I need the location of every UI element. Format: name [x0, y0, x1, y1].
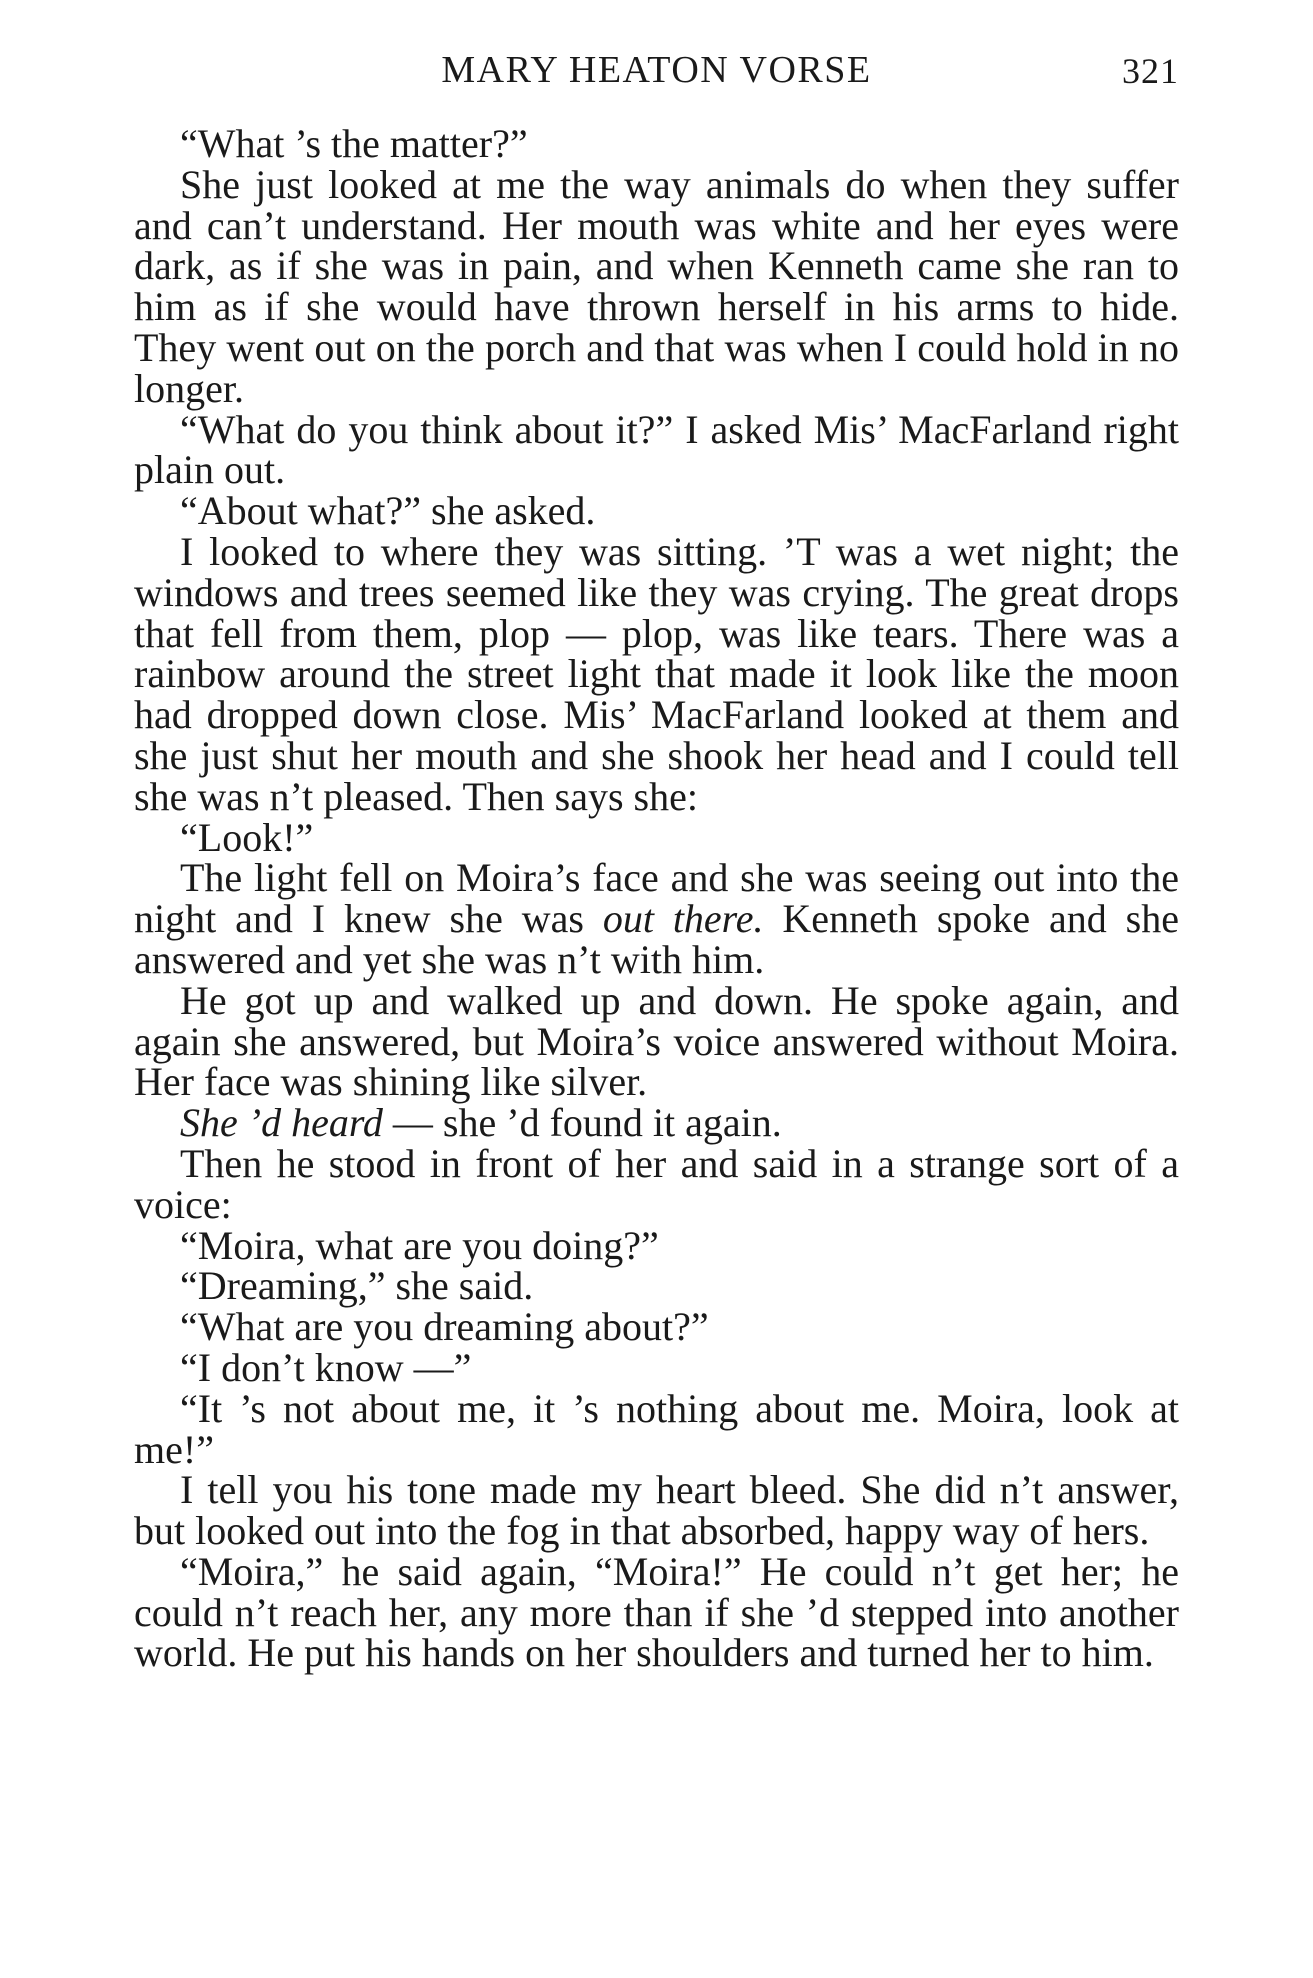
- paragraph: “What are you dreaming about?”: [180, 1304, 709, 1350]
- italic-emphasis: out there.: [602, 896, 764, 942]
- paragraph: I looked to where they was sitting. ’T was a wet night; the windows and trees seemed like they was crying. The great drops that fell from them, plop — plop, was like tears. There was a rainbow around the street light that made it look like the moon had dropped down close. Mis’ MacFarland looked at them and she just shut her mouth and she shook her head and I could tell she was n’t pleased. Then says she:: [134, 528, 1179, 819]
- italic-emphasis: She ’d heard: [180, 1100, 383, 1146]
- paragraph: “It ’s not about me, it ’s nothing about me. Moira, look at me!”: [134, 1385, 1179, 1472]
- running-title: MARY HEATON VORSE: [441, 49, 872, 91]
- paragraph-text: The light fell on Moira’s face and she was seeing out into the night and I knew she was: [134, 855, 1179, 942]
- paragraph: “What do you think about it?” I asked Mis’ MacFarland right plain out.: [134, 406, 1179, 493]
- book-page: [134, 48, 1179, 1674]
- paragraph: Then he stood in front of her and said in a strange sort of a voice:: [134, 1140, 1179, 1227]
- paragraph-text: — she ’d found it again.: [382, 1100, 782, 1146]
- paragraph: “Look!”: [180, 814, 314, 860]
- paragraph-text: Kenneth spoke and she answered and yet she was n’t with him.: [134, 896, 1179, 982]
- body-text: [134, 121, 1179, 1676]
- paragraph: “Moira,” he said again, “Moira!” He could n’t get her; he could n’t reach her, any more than if she ’d stepped into another world. He put his hands on her shoulders and turned her to him.: [134, 1548, 1179, 1676]
- paragraph: He got up and walked up and down. He spoke again, and again she answered, but Moira’s voice answered without Moira. Her face was shining like silver.: [134, 977, 1179, 1105]
- paragraph: She just looked at me the way animals do when they suffer and can’t understand. Her mouth was white and her eyes were dark, as if she was in pain, and when Kenneth came she ran to him as if she would have thrown herself in his arms to hide. They went out on the porch and that was when I could hold in no longer.: [134, 161, 1179, 411]
- paragraph: “About what?” she asked.: [180, 488, 596, 534]
- paragraph: [134, 1100, 1179, 1146]
- page-number: 321: [1122, 51, 1179, 91]
- paragraph: “I don’t know —”: [180, 1344, 472, 1390]
- paragraph: I tell you his tone made my heart bleed. She did n’t answer, but looked out into the fog in that absorbed, happy way of hers.: [134, 1467, 1179, 1554]
- running-head: [134, 48, 1179, 108]
- paragraph: [134, 855, 1179, 982]
- paragraph: “Dreaming,” she said.: [180, 1263, 534, 1309]
- paragraph: “Moira, what are you doing?”: [180, 1222, 659, 1268]
- paragraph: “What ’s the matter?”: [180, 121, 528, 166]
